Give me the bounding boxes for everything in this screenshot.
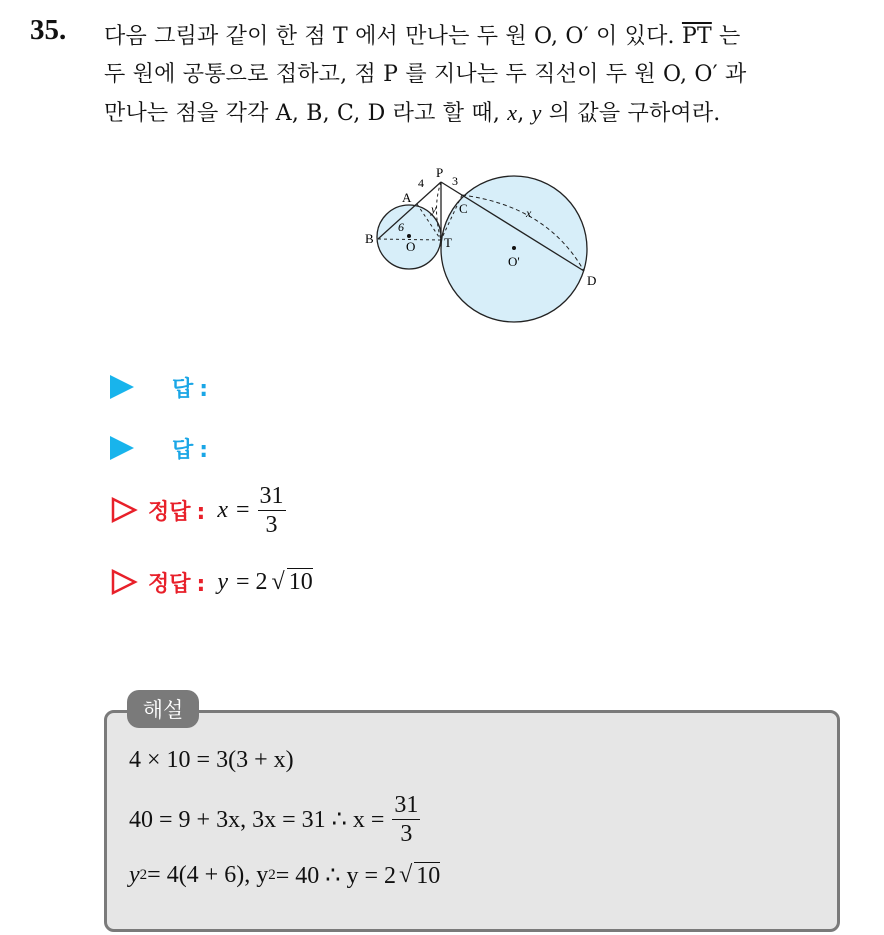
play-triangle-icon [110,375,134,399]
play-triangle-icon [110,436,134,460]
problem-line-2: 두 원에 공통으로 접하고, 점 P 를 지나는 두 직선이 두 원 O, O′ 과 [104,62,747,87]
solution-line-1: 4 × 10 = 3(3 + x) [129,747,294,773]
correct-answer-label: 정답 : [148,571,206,597]
solution-box [104,710,840,932]
label-o-prime: O' [508,254,520,269]
sqrt-sign: √ [399,862,413,888]
solution-tab: 해설 [127,690,199,728]
label-x: x [526,206,532,220]
label-c: C [459,201,468,216]
answer-label: 답 : [172,376,209,402]
answer-y-expression: y = 2 √ 10 [217,568,313,595]
solution-line-3: y 2 = 4(4 + 6), y 2 = 40 ∴ y = 2 √ 10 [129,862,441,889]
outline-triangle-icon [110,568,138,596]
problem-line-1: 다음 그림과 같이 한 점 T 에서 만나는 두 원 O, O′ 이 있다. $\overline{PT}$ 는 [104,24,741,49]
center-o-prime-dot [512,246,516,250]
label-len4: 4 [418,176,424,190]
label-p: P [436,168,444,180]
correct-answer-row-2 [110,562,313,602]
outline-triangle-icon [110,496,138,524]
answer-x-expression: x = $\frac{31}{3}$ [217,482,284,538]
correct-answer-label: 정답 : [148,499,206,525]
fraction: $\frac{31}{3}$ [259,482,284,538]
solution-line-2: 40 = 9 + 3x, 3x = 31 ∴ x = $\frac{31}{3}$ [129,792,419,847]
segment-pt: $\overline{PT}$ [681,24,712,49]
problem-text [104,18,874,133]
label-o: O [406,239,416,254]
label-y: y [431,202,437,216]
center-o-dot [407,234,411,238]
label-b: B [365,231,374,246]
correct-answer-row-1 [110,480,286,540]
problem-number: 35. [30,14,67,46]
circles-figure [362,168,612,330]
label-t: T [444,235,452,250]
answer-row-1 [110,367,208,407]
label-len3: 3 [452,174,458,188]
answer-label: 답 : [172,437,209,463]
problem-line-3: 만나는 점을 각각 A, B, C, D 라고 할 때, x, y 의 값을 구하여라. [104,100,721,126]
label-len6: 6 [398,220,404,234]
fraction: $\frac{31}{3}$ [394,792,419,847]
label-a: A [402,190,412,205]
sqrt-sign: √ [271,568,285,595]
answer-row-2 [110,428,208,468]
label-d: D [587,273,597,288]
